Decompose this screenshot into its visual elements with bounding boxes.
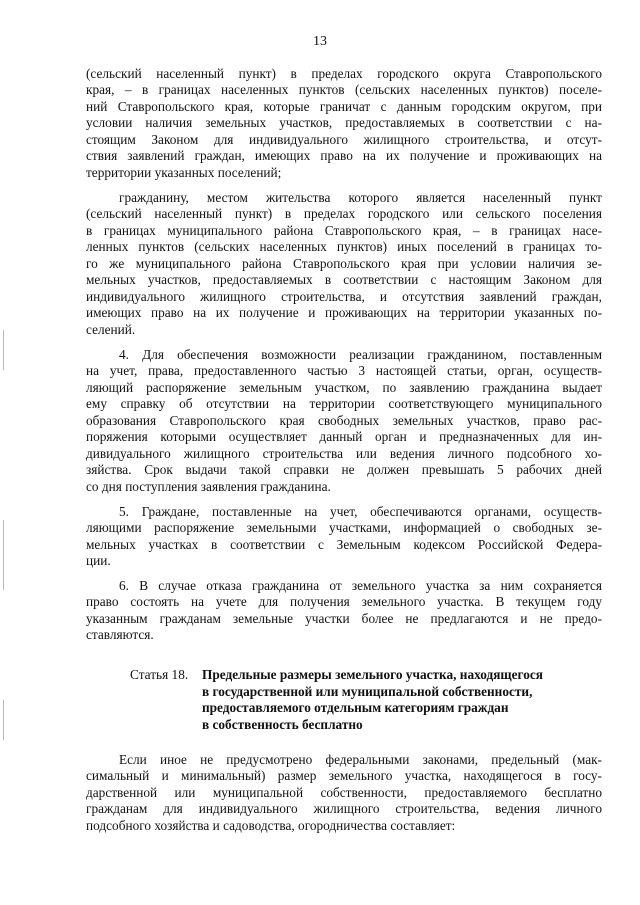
text-line: ции.: [86, 553, 111, 568]
text-line: ленных пунктов (сельских населенных пунктов) иных поселений в границах то-: [86, 239, 602, 254]
text-line: указанным гражданам земельные участки более не предлагаются и не предо-: [86, 611, 602, 626]
text-line: мельных участках в соответствии с Земельным кодексом Российской Федера-: [86, 537, 602, 552]
text-line: на учет, права, предоставленного частью 3 настоящей статьи, орган, осуществ-: [86, 363, 602, 378]
text-line: (сельский населенный пункт) в пределах городского или сельского поселения: [86, 206, 602, 221]
text-line: со дня поступления заявления гражданина.: [86, 479, 331, 494]
text-line: поряжения которыми осуществляет данный орган и предназначенных для ин-: [86, 429, 602, 444]
scan-mark: [3, 330, 4, 370]
text-line: ний Ставропольского края, которые граничат с данным городским округом, при: [86, 99, 602, 114]
text-line: го же муниципального района Ставропольского края при условии наличия зе-: [86, 256, 602, 271]
text-line: ему справку об отсутствии на территории соответствующего муниципального: [86, 396, 602, 411]
article-label: Статья 18.: [130, 667, 189, 682]
article-title-line: Предельные размеры земельного участка, находящегося: [202, 667, 543, 682]
article-title-line: в государственной или муниципальной собственности,: [202, 684, 533, 699]
scan-mark: [3, 700, 4, 740]
text-line: зяйства. Срок выдачи такой справки не должен превышать 5 рабочих дней: [86, 462, 602, 477]
text-line: ляющий распоряжение земельным участком, по заявлению гражданина выдает: [86, 380, 602, 395]
text-line: 5. Граждане, поставленные на учет, обеспечиваются органами, осуществ-: [119, 504, 602, 519]
text-line: Если иное не предусмотрено федеральными законами, предельный (мак-: [119, 752, 602, 767]
text-line: право состоять на учете для получения земельного участка. В текущем году: [86, 594, 602, 609]
text-line: образования Ставропольского края свободных земельных участков, право рас-: [86, 413, 602, 428]
text-line: стоящим Законом для индивидуального жилищного строительства, и отсут-: [86, 132, 602, 147]
text-line: дарственной или муниципальной собственности, предоставляемого бесплатно: [86, 785, 602, 800]
text-line: ляющими распоряжение земельными участками, информацией о свободных зе-: [86, 520, 602, 535]
page-number: 13: [313, 34, 327, 49]
text-line: дивидуального жилищного строительства или ведения личного подсобного хо-: [86, 446, 602, 461]
text-line: 6. В случае отказа гражданина от земельного участка за ним сохраняется: [119, 578, 602, 593]
text-line: селений.: [86, 322, 136, 337]
text-line: территории указанных поселений;: [86, 165, 282, 180]
article-title-line: предоставляемого отдельным категориям граждан: [202, 700, 509, 715]
text-line: ставляются.: [86, 627, 154, 642]
text-line: симальный и минимальный) размер земельного участка, находящегося в госу-: [86, 768, 602, 783]
text-line: подсобного хозяйства и садоводства, огородничества составляет:: [86, 818, 456, 833]
text-line: ствия заявлений граждан, имеющих право на их получение и проживающих на: [86, 148, 602, 163]
text-line: имеющих право на их получение и проживающих на территории указанных по-: [86, 305, 602, 320]
scan-mark: [3, 520, 4, 590]
text-line: гражданину, местом жительства которого является населенный пункт: [119, 190, 602, 205]
text-line: (сельский населенный пункт) в пределах городского округа Ставропольского: [86, 66, 602, 81]
article-title-line: в собственность бесплатно: [202, 717, 363, 732]
text-line: 4. Для обеспечения возможности реализации гражданином, поставленным: [119, 347, 602, 362]
text-line: в границах муниципального района Ставропольского края, – в границах насе-: [86, 223, 602, 238]
text-line: края, – в границах населенных пунктов (сельских населенных пунктов) поселе-: [86, 82, 602, 97]
text-line: мельных участков, предоставляемых в соответствии с настоящим Законом для: [86, 272, 602, 287]
text-line: индивидуального жилищного строительства, и отсутствия заявлений граждан,: [86, 289, 602, 304]
text-line: условии наличия земельных участков, предоставляемых в соответствии с на-: [86, 115, 602, 130]
text-line: гражданам для индивидуального жилищного строительства, ведения личного: [86, 801, 602, 816]
